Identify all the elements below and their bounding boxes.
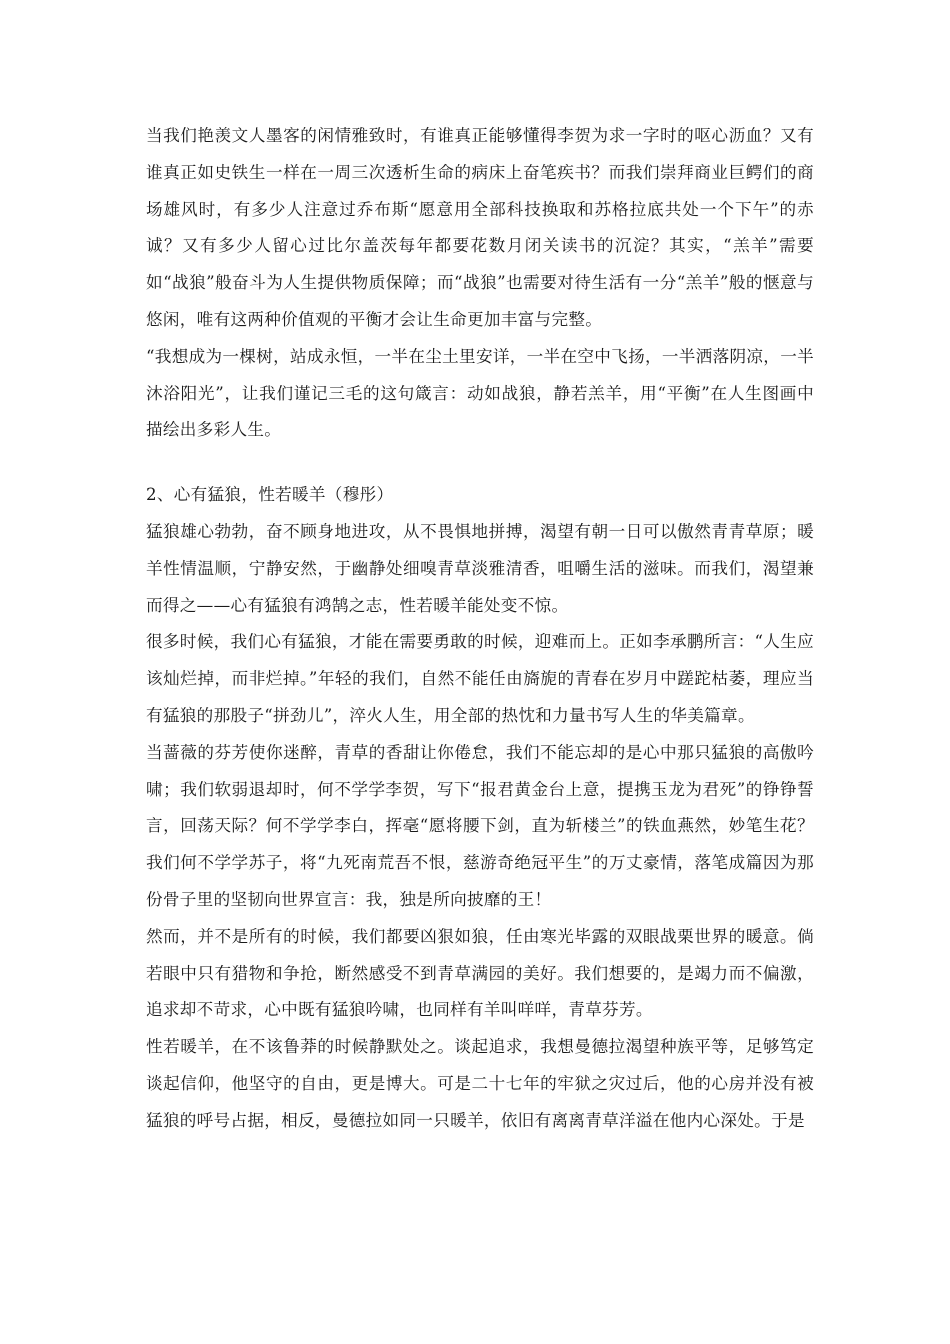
paragraph-however: 然而，并不是所有的时候，我们都要凶狠如狼，任由寒光毕露的双眼战栗世界的暖意。倘若眼中只有猎物和争抢，断然感受不到青草满园的美好。我们想要的，是竭力而不偏激，追求却不苛求，心中既有猛狼吟啸，也同样有羊叫咩咩，青草芬芳。: [146, 926, 814, 1020]
paragraph-poets: 当蔷薇的芬芳使你迷醉，青草的香甜让你倦怠，我们不能忘却的是心中那只猛狼的高傲吟啸；我们软弱退却时，何不学学李贺，写下“报君黄金台上意，提携玉龙为君死”的铮铮誓言，回荡天际？何不学学李白，挥毫“愿将腰下剑，直为斩楼兰”的铁血燕然，妙笔生花？我们何不学学苏子，将“九死南荒吾不恨，慈游奇绝冠平生”的万丈豪情，落笔成篇因为那份骨子里的坚韧向世界宣言：我，独是所向披靡的王！: [146, 742, 814, 909]
paragraph-sanmao-quote: “我想成为一棵树，站成永恒，一半在尘土里安详，一半在空中飞扬，一半洒落阴凉，一半沐浴阳光”，让我们谨记三毛的这句箴言：动如战狼，静若羔羊，用“平衡”在人生图画中描绘出多彩人生。: [146, 346, 814, 440]
section-heading: 2、心有猛狼，性若暖羊（穆彤）: [146, 485, 394, 505]
document-page: [146, 118, 814, 1140]
paragraph-courage: 很多时候，我们心有猛狼，才能在需要勇敢的时候，迎难而上。正如李承鹏所言：“人生应该灿烂掉，而非烂掉。”年轻的我们，自然不能任由旖旎的青春在岁月中蹉跎枯萎，理应当有猛狼的那股子“拼劲儿”，淬火人生，用全部的热忱和力量书写人生的华美篇章。: [146, 632, 814, 725]
paragraph-wolf-sheep-intro: 猛狼雄心勃勃，奋不顾身地进攻，从不畏惧地拼搏，渴望有朝一日可以傲然青青草原；暖羊性情温顺，宁静安然，于幽静处细嗅青草淡雅清香，咀嚼生活的滋味。而我们，渴望兼而得之——心有猛狼有鸿鹄之志，性若暖羊能处变不惊。: [146, 521, 814, 615]
paragraph-mandela: 性若暖羊，在不该鲁莽的时候静默处之。谈起追求，我想曼德拉渴望种族平等，足够笃定谈起信仰，他坚守的自由，更是博大。可是二十七年的牢狱之灾过后，他的心房并没有被猛狼的呼号占据，相反，曼德拉如同一只暖羊，依旧有离离青草洋溢在他内心深处。于是: [146, 1037, 814, 1130]
paragraph-balance-essay: 当我们艳羡文人墨客的闲情雅致时，有谁真正能够懂得李贺为求一字时的呕心沥血？又有谁真正如史铁生一样在一周三次透析生命的病床上奋笔疾书？而我们崇拜商业巨鳄们的商场雄风时，有多少人注意过乔布斯“愿意用全部科技换取和苏格拉底共处一个下午”的赤诚？又有多少人留心过比尔盖茨每年都要花数月闭关读书的沉淀？其实，“羔羊”需要如“战狼”般奋斗为人生提供物质保障；而“战狼”也需要对待生活有一分“羔羊”般的惬意与悠闲，唯有这两种价值观的平衡才会让生命更加丰富与完整。: [146, 126, 814, 329]
